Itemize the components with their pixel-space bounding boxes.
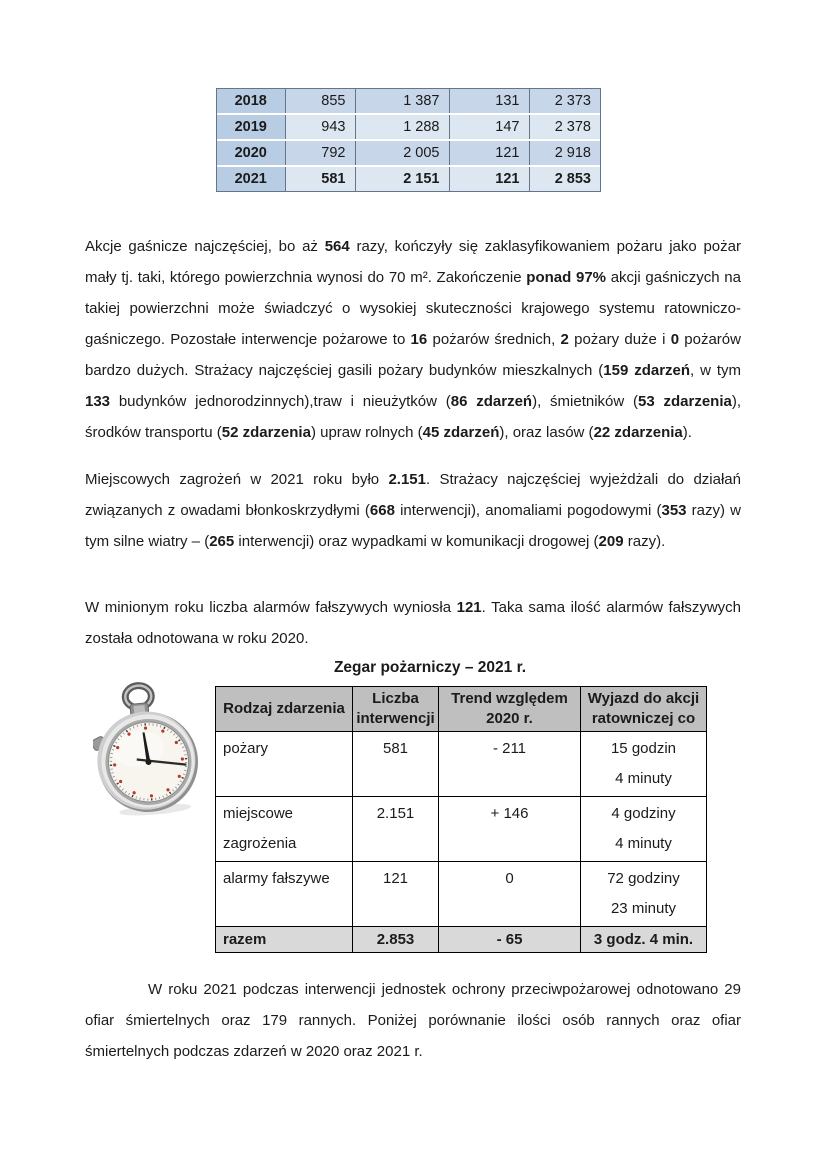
fire-clock-header-cell: Liczba interwencji [353, 687, 439, 732]
frequency-cell: 4 godziny 4 minuty [581, 797, 707, 862]
fire-clock-row [216, 732, 707, 797]
yearly-table-row [217, 140, 600, 166]
value-cell: 2 005 [355, 140, 449, 166]
value-cell: 2 378 [529, 114, 600, 140]
fire-clock-title: Zegar pożarniczy – 2021 r. [333, 659, 527, 676]
event-type-cell: pożary [216, 732, 353, 797]
intervention-count-cell: 2.151 [353, 797, 439, 862]
fire-clock-total-row [216, 927, 707, 953]
frequency-cell: 72 godziny 23 minuty [581, 862, 707, 927]
stopwatch-icon [93, 682, 203, 818]
event-type-cell: alarmy fałszywe [216, 862, 353, 927]
stopwatch-photo [93, 682, 203, 818]
value-cell: 1 387 [355, 89, 449, 114]
value-cell: 581 [285, 166, 355, 191]
yearly-table-body [217, 89, 600, 191]
year-cell: 2018 [217, 89, 285, 114]
year-cell: 2020 [217, 140, 285, 166]
paragraph-false-alarms: W minionym roku liczba alarmów fałszywych wyniosła 121. Taka sama ilość alarmów fałszywych została odnotowana w roku 2020. [85, 599, 741, 647]
value-cell: 943 [285, 114, 355, 140]
value-cell: 121 [449, 140, 529, 166]
trend-cell: - 211 [439, 732, 581, 797]
value-cell: 2 373 [529, 89, 600, 114]
year-cell: 2021 [217, 166, 285, 191]
event-type-cell: miejscowe zagrożenia [216, 797, 353, 862]
intervention-count-cell: 2.853 [353, 927, 439, 953]
fire-clock-table [215, 686, 707, 953]
value-cell: 121 [449, 166, 529, 191]
paragraph-local-threats: Miejscowych zagrożeń w 2021 roku było 2.151. Strażacy najczęściej wyjeżdżali do działań związanych z owadami błonkoskrzydłymi (668 interwencji), anomaliami pogodowymi (353 razy) w tym silne wiatry – (265 interwencji) oraz wypadkami w komunikacji drogowej (209 razy). [85, 471, 741, 550]
yearly-table-row [217, 166, 600, 191]
value-cell: 131 [449, 89, 529, 114]
event-type-cell: razem [216, 927, 353, 953]
yearly-table-row [217, 89, 600, 114]
paragraph-casualties: W roku 2021 podczas interwencji jednostek ochrony przeciwpożarowej odnotowano 29 ofiar śmiertelnych oraz 179 rannych. Poniżej porównanie ilości osób rannych oraz ofiar śmiertelnych podczas zdarzeń w 2020 oraz 2021 r. [85, 981, 741, 1060]
fire-clock-row [216, 797, 707, 862]
value-cell: 2 918 [529, 140, 600, 166]
frequency-cell: 3 godz. 4 min. [581, 927, 707, 953]
yearly-interventions-table [216, 88, 601, 192]
frequency-cell: 15 godzin 4 minuty [581, 732, 707, 797]
fire-clock-header-row [216, 687, 707, 732]
yearly-table-row [217, 114, 600, 140]
value-cell: 855 [285, 89, 355, 114]
value-cell: 792 [285, 140, 355, 166]
value-cell: 2 853 [529, 166, 600, 191]
trend-cell: - 65 [439, 927, 581, 953]
fire-clock-row [216, 862, 707, 927]
paragraph-fire-actions: Akcje gaśnicze najczęściej, bo aż 564 razy, kończyły się zaklasyfikowaniem pożaru jako pożar mały tj. taki, którego powierzchnia wynosi do 70 m². Zakończenie ponad 97% akcji gaśniczych na takiej powierzchni może świadczyć o wysokiej skuteczności krajowego systemu ratowniczo-gaśniczego. Pozostałe interwencje pożarowe to 16 pożarów średnich, 2 pożary duże i 0 pożarów bardzo dużych. Strażacy najczęściej gasili pożary budynków mieszkalnych (159 zdarzeń, w tym 133 budynków jednorodzinnych),traw i nieużytków (86 zdarzeń), śmietników (53 zdarzenia), środków transportu (52 zdarzenia) upraw rolnych (45 zdarzeń), oraz lasów (22 zdarzenia). [85, 238, 742, 441]
value-cell: 1 288 [355, 114, 449, 140]
trend-cell: 0 [439, 862, 581, 927]
intervention-count-cell: 121 [353, 862, 439, 927]
fire-clock-header-cell: Trend względem 2020 r. [439, 687, 581, 732]
value-cell: 147 [449, 114, 529, 140]
intervention-count-cell: 581 [353, 732, 439, 797]
fire-clock-header-cell: Rodzaj zdarzenia [216, 687, 353, 732]
year-cell: 2019 [217, 114, 285, 140]
value-cell: 2 151 [355, 166, 449, 191]
fire-clock-body [216, 732, 707, 953]
fire-clock-header-cell: Wyjazd do akcji ratowniczej co [581, 687, 707, 732]
trend-cell: + 146 [439, 797, 581, 862]
